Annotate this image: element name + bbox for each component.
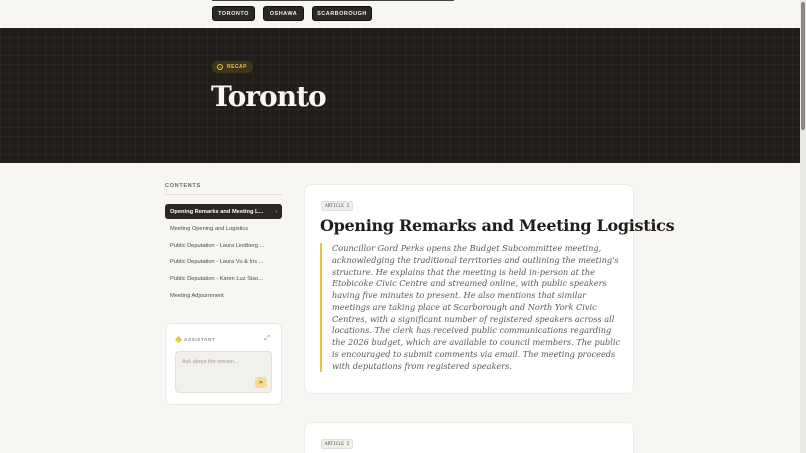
toc-item-deputation-lindberg[interactable] — [165, 238, 282, 253]
article-tag: ARTICLE 1 — [321, 201, 353, 211]
expand-icon[interactable]: ⤢ — [264, 335, 270, 342]
article-summary — [320, 243, 622, 372]
assistant-input-box — [175, 351, 272, 393]
page-title: Toronto — [211, 80, 326, 113]
send-button[interactable]: ➤ — [255, 377, 267, 388]
city-tab-bar — [0, 0, 800, 28]
toc-item-label: Meeting Adjournment — [170, 292, 224, 299]
toc-item-opening-remarks[interactable] — [165, 204, 282, 219]
assistant-panel — [165, 323, 282, 405]
recap-badge-label: RECAP — [227, 64, 248, 70]
city-tab-toronto[interactable]: TORONTO — [212, 6, 255, 21]
toc-item-label: Public Deputation - Karen Luz Siso... — [170, 275, 263, 282]
toc-item-deputation-siso[interactable] — [165, 271, 282, 286]
assistant-input[interactable] — [182, 359, 262, 365]
contents-heading: CONTENTS — [165, 183, 201, 189]
city-tab-scarborough[interactable]: SCARBOROUGH — [312, 6, 372, 21]
scrollbar-thumb[interactable] — [801, 2, 805, 130]
article-card — [304, 184, 675, 394]
recap-badge — [212, 61, 253, 73]
toc-item-label: Public Deputation - Laura Vu & Iris ... — [170, 258, 264, 265]
recap-icon — [217, 64, 223, 70]
page-scrollbar[interactable] — [800, 0, 806, 453]
assistant-header — [176, 337, 215, 342]
toc-item-label: Public Deputation - Laura Lindberg ... — [170, 242, 265, 249]
toc-item-label: Meeting Opening and Logistics — [170, 225, 249, 232]
active-tab-rule — [212, 0, 454, 1]
toc-item-label: Opening Remarks and Meeting L... — [170, 208, 264, 215]
sparkle-icon — [175, 336, 182, 343]
article-card — [304, 422, 634, 453]
article-body: Councillor Gord Perks opens the Budget Subcommittee meeting, acknowledging the traditional territories and outlining the meeting's structure. He explains that the meeting is held in-person at the Etobicoke Civic Centre and streamed online, with public speakers having five minutes to present. He also mentions that similar meetings are taking place at Scarborough and North York Civic Centres, with a significant number of registered speakers across all locations. The clerk has received public communications regarding the 2026 budget, which are available to council members. The public is encouraged to submit comments via email. The meeting proceeds with deputations from registered speakers. — [332, 243, 621, 371]
chevron-right-icon: › — [275, 208, 277, 215]
article-title: Opening Remarks and Meeting Logistics — [320, 216, 675, 235]
assistant-label: ASSISTANT — [184, 337, 216, 342]
article-tag: ARTICLE 2 — [321, 439, 353, 449]
hero-banner — [0, 28, 800, 163]
contents-divider — [165, 194, 282, 195]
toc-item-adjournment[interactable] — [165, 288, 282, 303]
toc-item-meeting-opening[interactable] — [165, 221, 282, 236]
toc-item-deputation-vu[interactable] — [165, 254, 282, 269]
city-tab-oshawa[interactable]: OSHAWA — [263, 6, 304, 21]
